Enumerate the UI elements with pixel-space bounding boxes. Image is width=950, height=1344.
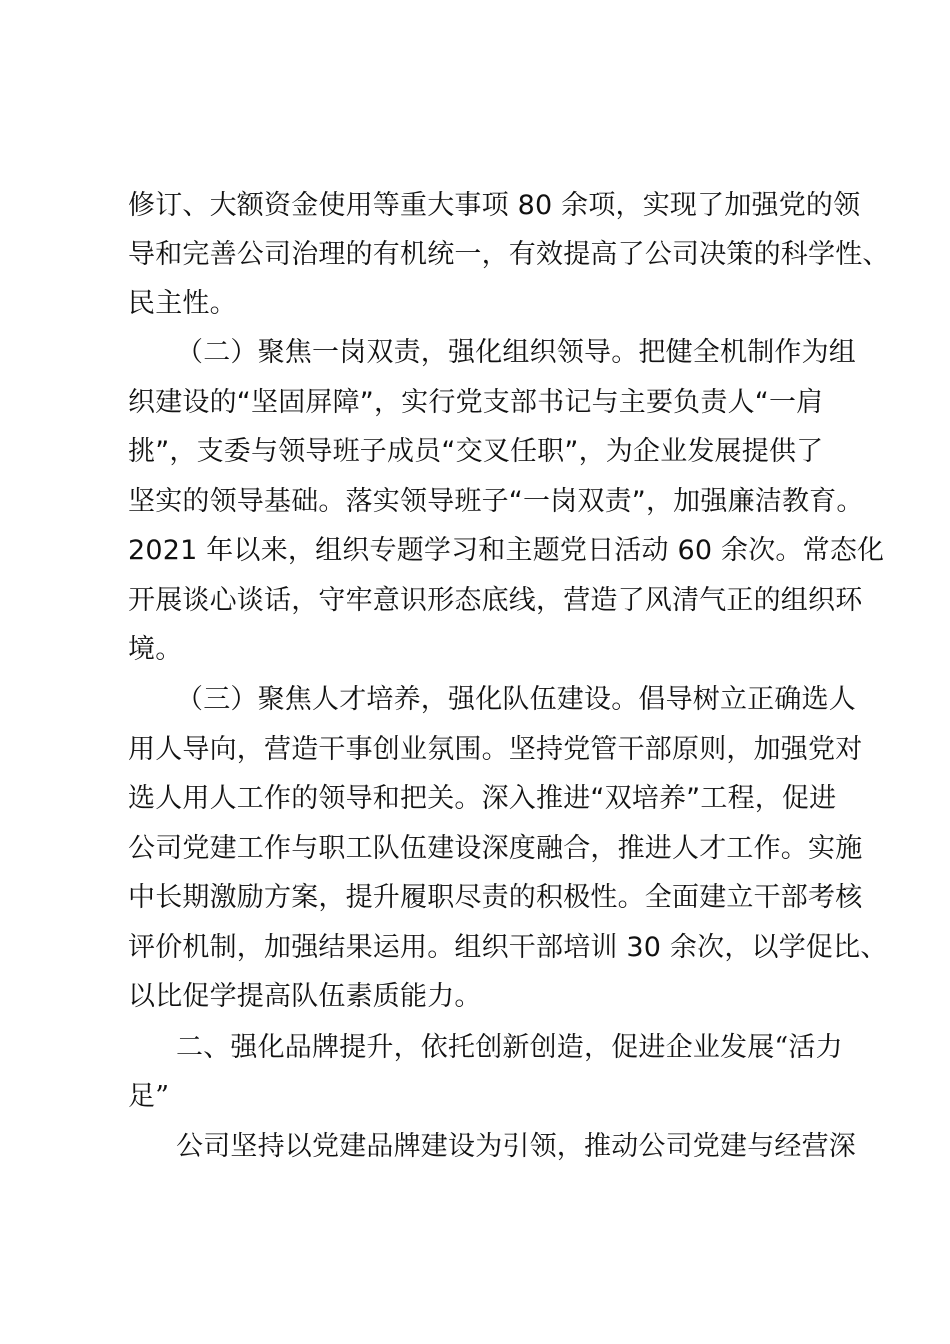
chapter-heading-line: 二、强化品牌提升，依托创新创造，促进企业发展“活力 (176, 1032, 843, 1063)
text-line: 中长期激励方案，提升履职尽责的积极性。全面建立干部考核 (128, 882, 863, 913)
text-line: 境。 (128, 634, 183, 665)
text-line: 公司坚持以党建品牌建设为引领，推动公司党建与经营深 (176, 1131, 856, 1162)
text-line: 公司党建工作与职工队伍建设深度融合，推进人才工作。实施 (128, 833, 863, 864)
chapter-heading-line: 足” (128, 1081, 170, 1112)
text-line: 织建设的“坚固屏障”，实行党支部书记与主要负责人“一肩 (128, 387, 824, 418)
text-line: 2021 年以来，组织专题学习和主题党日活动 60 余次。常态化 (128, 535, 885, 566)
text-line: 修订、大额资金使用等重大事项 80 余项，实现了加强党的领 (128, 190, 861, 221)
text-line: 挑”，支委与领导班子成员“交叉任职”，为企业发展提供了 (128, 436, 824, 467)
text-line: 坚实的领导基础。落实领导班子“一岗双责”，加强廉洁教育。 (128, 486, 864, 517)
text-line: 用人导向，营造干事创业氛围。坚持党管干部原则，加强党对 (128, 734, 863, 765)
text-line: 以比促学提高队伍素质能力。 (128, 981, 482, 1012)
section-heading-line: （三）聚焦人才培养，强化队伍建设。倡导树立正确选人 (176, 684, 856, 715)
text-line: 导和完善公司治理的有机统一，有效提高了公司决策的科学性、 (128, 239, 890, 270)
section-heading-line: （二）聚焦一岗双责，强化组织领导。把健全机制作为组 (176, 337, 856, 368)
text-line: 民主性。 (128, 288, 237, 319)
text-line: 开展谈心谈话，守牢意识形态底线，营造了风清气正的组织环 (128, 585, 863, 616)
text-line: 选人用人工作的领导和把关。深入推进“双培养”工程，促进 (128, 783, 837, 814)
text-line: 评价机制，加强结果运用。组织干部培训 30 余次，以学促比、 (128, 932, 888, 963)
